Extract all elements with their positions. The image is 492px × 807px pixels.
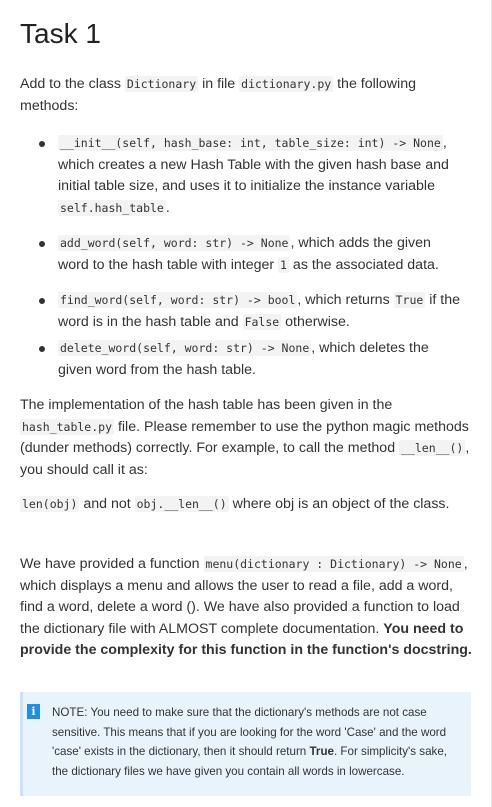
page-title: Task 1 [20,18,101,49]
method-description: , which deletes the given word from the hash table. [58,340,429,378]
inline-code: True [395,293,424,307]
method-signature-code: add_word(self, word: str) -> None [60,236,289,250]
intro-paragraph [20,74,475,117]
method-signature-code: find_word(self, word: str) -> bool [60,293,296,307]
method-description: as the associated data. [288,256,439,273]
note-body: . For simplicity's sake, the dictionary files we have given you contain all words in lowercase. [52,745,447,778]
class-name-code: Dictionary [126,77,197,91]
intro-text: the following methods: [20,76,416,114]
inline-code: self.hash_table [60,200,164,215]
method-description: , which creates a new Hash Table with the given hash base and initial table size, and uses it to initialize the instance variable [58,135,449,194]
menu-signature-code: menu(dictionary : Dictionary) -> None [205,557,462,571]
info-icon: i [27,704,40,719]
method-description: . [165,199,170,216]
inline-code: len(obj) [22,497,78,511]
impl-text: file. Please remember to use the python magic methods (dunder methods) correctly. For example, to call the method [20,418,469,456]
menu-paragraph [20,554,472,662]
inline-code: False [244,314,280,329]
inline-code: 1 [280,257,287,272]
method-description: otherwise. [281,313,350,330]
len-text: where obj is an object of the class. [228,496,450,512]
impl-text: , you should call it as: [20,440,470,478]
inline-code: __len__() [401,441,464,455]
note-box [20,692,471,796]
method-description: , which returns [297,292,394,308]
note-body: NOTE: You need to make sure that the dictionary's methods are not case sensitive. This means that if you are looking for the word 'Case' and the word 'case' exists in the dictionary, then it should return [52,706,447,758]
len-text: and not [79,496,135,512]
menu-text: We have provided a function [20,556,204,572]
method-signature-code: delete_word(self, word: str) -> None [60,341,310,355]
method-item-delete-word [58,338,463,381]
method-item-add-word [58,233,463,276]
method-item-find-word [58,290,463,333]
implementation-paragraph [20,395,475,481]
impl-text: The implementation of the hash table has been given in the [20,397,393,413]
file-name-code: dictionary.py [241,77,332,91]
note-bold-true: True [309,745,334,758]
note-text [52,703,462,781]
method-signature-code: __init__(self, hash_base: int, table_size: int) -> None [60,136,441,150]
intro-text: Add to the class [20,76,125,92]
complexity-requirement: You need to provide the complexity for this function in the function's docstring. [20,620,472,658]
menu-text: , which displays a menu and allows the user to read a file, add a word, find a word, delete a word (). We have also provided a function to load the dictionary file with ALMOST complete documentation. [20,556,468,637]
len-example-paragraph [20,494,475,516]
method-description: , which adds the given word to the hash table with integer [58,235,431,273]
intro-text: in file [198,76,240,92]
method-description: if the word is in the hash table and [58,292,461,330]
method-item-init [58,133,463,219]
inline-code: obj.__len__() [136,497,227,511]
file-name-code: hash_table.py [22,419,113,434]
